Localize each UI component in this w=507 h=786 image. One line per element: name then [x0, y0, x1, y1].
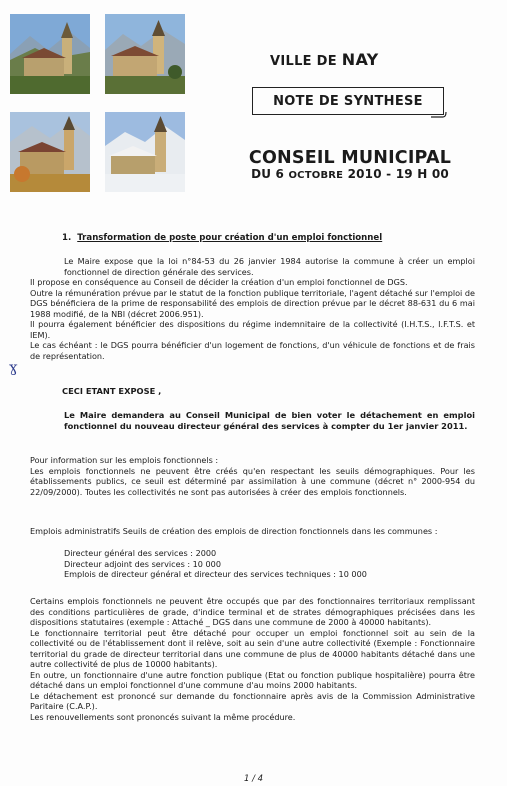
info-intro: Pour information sur les emplois fonctionnels :	[30, 455, 219, 465]
paragraph: Outre la rémunération prévue par le statut de la fonction publique territoriale, l'agent détaché sur l'emploi de DGS bénéficiera de la prime de responsabilité des emplois de direction prévue par le décret 88-631 du 6 mai 1988 modifié, de la NBI (décret 2006.951).	[30, 287, 475, 319]
church-photo-collage	[10, 14, 188, 194]
ceci-etant-expose: CECI ETANT EXPOSE ,	[62, 386, 162, 396]
church-photo-1	[10, 14, 90, 94]
page-curl-icon	[431, 108, 447, 118]
church-photo-3	[10, 112, 90, 192]
note-title-box	[252, 87, 444, 115]
paragraph: Les renouvellements sont prononcés suivant la même procédure.	[30, 711, 296, 722]
town-heading	[270, 50, 450, 69]
conditions-block	[30, 596, 475, 722]
council-title: CONSEIL MUNICIPAL	[248, 148, 452, 168]
thresholds-list	[64, 548, 367, 580]
decision-text: Le Maire demandera au Conseil Municipal de bien voter le détachement en emploi fonctionnel du nouveau directeur général des services à compter du 1er janvier 2011.	[64, 410, 475, 431]
paragraph: En outre, un fonctionnaire d'une autre fonction publique (Etat ou fonction publique hospitalière) pourra être détaché dans un emploi fonctionnel d'une commune d'au moins 2000 habitants.	[30, 669, 475, 690]
paragraph: Le cas échéant : le DGS pourra bénéficier d'un logement de fonctions, d'un véhicule de fonctions et de frais de représentation.	[30, 340, 475, 361]
page-number: 1 / 4	[243, 774, 264, 784]
handwritten-margin-mark: ɣ	[9, 360, 18, 376]
section-number: 1.	[62, 233, 72, 243]
church-photo-4	[105, 112, 185, 192]
maire-decision	[30, 410, 475, 432]
info-block	[30, 455, 475, 497]
date-month: OCTOBRE	[288, 170, 344, 181]
list-item: Directeur général des services : 2000	[64, 548, 217, 558]
section-1-body	[30, 256, 475, 361]
emplois-intro: Emplois administratifs Seuils de création des emplois de direction fonctionnels dans les communes :	[30, 526, 438, 536]
paragraph: Le fonctionnaire territorial peut être détaché pour occuper un emploi fonctionnel soit au sein de la collectivité ou de l'établissement dont il relève, soit au sein d'une autre collectivité (Exemple : Fonctionnaire territorial du grade de directeur territorial dans une commune de plus de 40000 habitants détaché dans une autre collectivité de plus de 10000 habitants).	[30, 627, 475, 669]
date-prefix: DU 6	[251, 167, 289, 181]
paragraph: Le Maire expose que la loi n°84-53 du 26 janvier 1984 autorise la commune à créer un emploi fonctionnel de direction générale des services.	[64, 256, 475, 277]
paragraph: Il pourra également bénéficier des dispositions du régime indemnitaire de la collectivité (I.H.T.S., I.F.T.S. et IEM).	[30, 319, 475, 340]
town-name: NAY	[341, 50, 379, 69]
meeting-date	[230, 167, 470, 181]
town-prefix: VILLE DE	[270, 54, 337, 69]
section-1-title	[62, 233, 382, 244]
info-body: Les emplois fonctionnels ne peuvent être créés qu'en respectant les seuils démographiques. Pour les établissements publics, ce seuil est déterminé par assimilation à une commune (décret n° 2000-954 du 22/09/2000). Toutes les collectivités ne sont pas autorisées à créer des emplois fonctionnels.	[30, 465, 475, 497]
church-photo-2	[105, 14, 185, 94]
date-suffix: 2010 - 19 H 00	[343, 167, 449, 181]
paragraph: Certains emplois fonctionnels ne peuvent être occupés que par des fonctionnaires territoriaux remplissant des conditions particulières de grade, d'indice terminal et de strates démographiques précisées dans les dispositions statutaires (exemple : Attaché _ DGS dans une commune de 2000 à 40000 habitants).	[30, 596, 475, 627]
list-item: Emplois de directeur général et directeur des services techniques : 10 000	[64, 569, 367, 579]
paragraph: Il propose en conséquence au Conseil de décider la création d'un emploi fonctionnel de DGS.	[30, 277, 408, 287]
note-title: NOTE DE SYNTHESE	[273, 93, 423, 109]
section-title-text: Transformation de poste pour création d'un emploi fonctionnel	[77, 233, 383, 243]
list-item: Directeur adjoint des services : 10 000	[64, 558, 221, 569]
paragraph: Le détachement est prononcé sur demande du fonctionnaire après avis de la Commission Administrative Paritaire (C.A.P.).	[30, 690, 475, 711]
